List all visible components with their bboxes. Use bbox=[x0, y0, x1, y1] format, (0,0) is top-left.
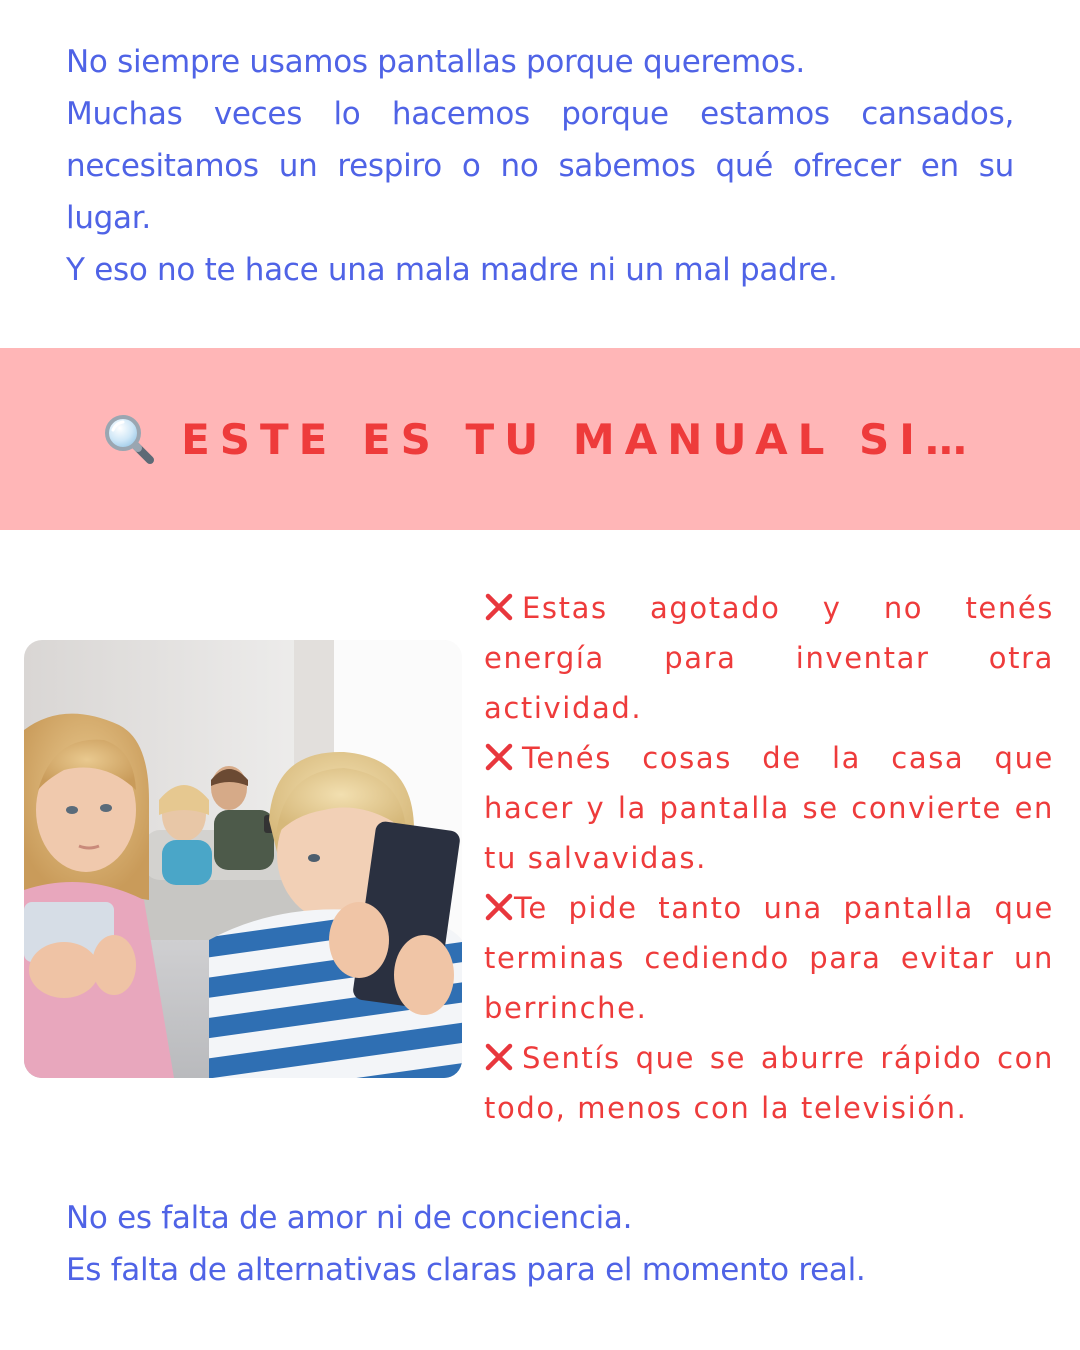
checklist-item bbox=[484, 883, 1054, 1033]
checklist-item-text: Te pide tanto una pantalla que terminas cediendo para evitar un berrinche. bbox=[484, 891, 1054, 1025]
photo-illustration bbox=[24, 640, 462, 1078]
checklist-item-text: Tenés cosas de la casa que hacer y la pantalla se convierte en tu salvavidas. bbox=[484, 741, 1054, 875]
cross-mark-icon bbox=[484, 742, 514, 772]
cross-mark-icon bbox=[484, 1042, 514, 1072]
checklist-item-text: Estas agotado y no tenés energía para inventar otra actividad. bbox=[484, 591, 1054, 725]
outro-text bbox=[66, 1192, 1014, 1296]
outro-line: No es falta de amor ni de conciencia. bbox=[66, 1200, 633, 1236]
banner-title: ESTE ES TU MANUAL SI… bbox=[181, 414, 977, 464]
checklist-item-text: Sentís que se aburre rápido con todo, menos con la televisión. bbox=[484, 1041, 1054, 1125]
intro-line: Y eso no te hace una mala madre ni un mal padre. bbox=[66, 252, 838, 288]
intro-line: No siempre usamos pantallas porque queremos. bbox=[66, 44, 805, 80]
cross-mark-icon bbox=[484, 592, 514, 622]
checklist-item bbox=[484, 1033, 1054, 1133]
section-banner bbox=[0, 348, 1080, 530]
intro-line: Muchas veces lo hacemos porque estamos cansados, necesitamos un respiro o no sabemos qué ofrecer en su lugar. bbox=[66, 96, 1014, 236]
outro-line: Es falta de alternativas claras para el momento real. bbox=[66, 1252, 866, 1288]
checklist-item bbox=[484, 733, 1054, 883]
checklist bbox=[484, 583, 1054, 1133]
checklist-item bbox=[484, 583, 1054, 733]
intro-text bbox=[66, 36, 1014, 296]
magnifying-glass-icon bbox=[103, 413, 155, 465]
cross-mark-icon bbox=[484, 892, 514, 922]
children-using-devices-photo bbox=[24, 640, 462, 1078]
